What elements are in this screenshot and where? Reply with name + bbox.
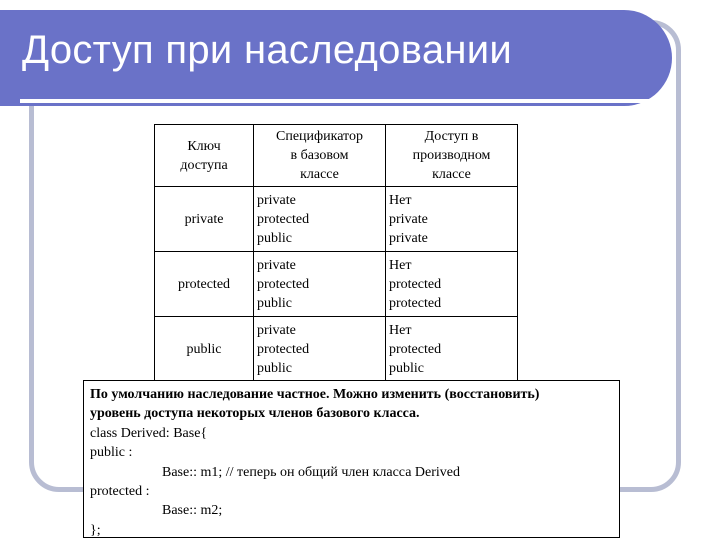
code-line: };	[90, 522, 101, 538]
code-line: protected :	[90, 484, 150, 500]
table-header-row	[155, 125, 518, 187]
slide-title: Доступ при наследовании	[22, 28, 513, 72]
code-line: Base:: m1; // теперь он общий член класса Derived	[162, 464, 460, 480]
code-line: Base:: m2;	[162, 503, 223, 519]
note-bold-line: уровень доступа некоторых членов базового класса.	[90, 406, 420, 422]
header-derived-line: производном	[412, 148, 491, 163]
derived-access-cell	[386, 252, 518, 317]
header-key	[155, 125, 254, 187]
cell-line: public	[257, 360, 292, 376]
cell-line: private	[389, 230, 428, 246]
base-spec-cell	[254, 252, 386, 317]
header-base-spec	[254, 125, 386, 187]
base-spec-cell	[254, 317, 386, 382]
base-spec-cell	[254, 187, 386, 252]
cell-line: private	[257, 322, 296, 338]
cell-line: public	[257, 295, 292, 311]
header-derived-line: Доступ в	[424, 129, 479, 144]
header-key-line: Ключ	[187, 138, 221, 154]
code-line: public :	[90, 445, 133, 461]
cell-line: private	[257, 257, 296, 273]
cell-line: protected	[257, 211, 310, 227]
cell-line: public	[257, 230, 292, 246]
header-base-line: классе	[300, 167, 339, 182]
cell-line: Нет	[389, 322, 412, 338]
header-base-line: в базовом	[290, 148, 349, 163]
cell-line: protected	[257, 341, 310, 357]
key-cell: public	[155, 317, 254, 382]
key-cell: protected	[155, 252, 254, 317]
cell-line: Нет	[389, 257, 412, 273]
note-box	[83, 380, 620, 538]
derived-access-cell	[386, 317, 518, 382]
note-bold-line: По умолчанию наследование частное. Можно изменить (восстановить)	[90, 387, 540, 402]
access-table	[154, 124, 518, 382]
header-base-line: Спецификатор	[276, 129, 363, 144]
table-row	[155, 187, 518, 252]
table-row	[155, 317, 518, 382]
derived-access-cell	[386, 187, 518, 252]
cell-line: protected	[389, 295, 442, 311]
cell-line: public	[389, 360, 424, 376]
key-cell: private	[155, 187, 254, 252]
cell-line: protected	[389, 276, 442, 292]
header-key-line: доступа	[180, 157, 228, 173]
cell-line: private	[257, 192, 296, 208]
title-underline	[20, 99, 670, 103]
header-derived-line: классе	[432, 167, 471, 182]
code-line: class Derived: Base{	[90, 425, 208, 441]
table-row	[155, 252, 518, 317]
cell-line: private	[389, 211, 428, 227]
cell-line: Нет	[389, 192, 412, 208]
header-derived-access	[386, 125, 518, 187]
cell-line: protected	[389, 341, 442, 357]
cell-line: protected	[257, 276, 310, 292]
